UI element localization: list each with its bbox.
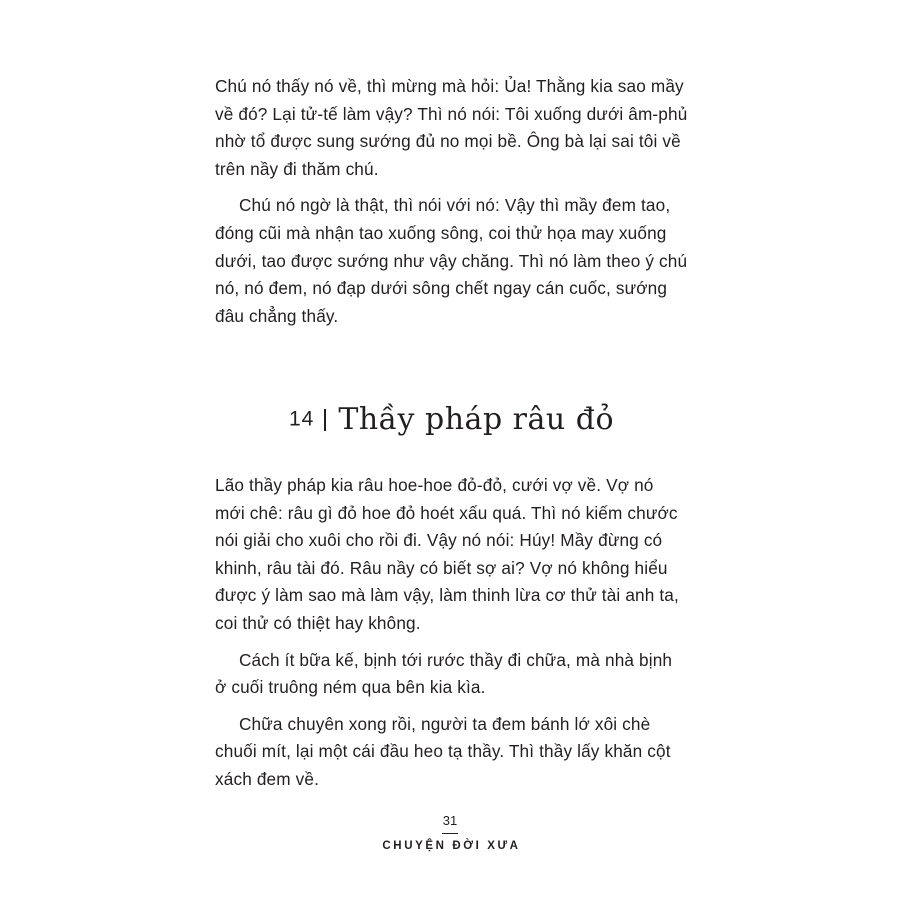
chapter-title: Thầy pháp râu đỏ (338, 402, 615, 437)
page-footer (0, 813, 900, 852)
paragraph: Chữa chuyên xong rồi, người ta đem bánh lớ xôi chè chuối mít, lại một cái đầu heo tạ thầy. Thì thầy lấy khăn cột xách đem về. (215, 713, 671, 789)
chapter-number: 14 (288, 407, 315, 431)
paragraph: Chú nó ngờ là thật, thì nói với nó: Vậy thì mầy đem tao, đóng cũi mà nhận tao xuống sông, coi thử họa may xuống dưới, tao được sướng như vậy chăng. Thì nó làm theo ý chú nó, nó đem, nó đạp dưới sông chết ngay cán cuốc, sướng đâu chẳng thấy. (215, 195, 688, 326)
running-footer-title: CHUYỆN ĐỜI XƯA (382, 840, 521, 852)
footer-divider (442, 833, 458, 834)
paragraph: Cách ít bữa kế, bịnh tới rước thầy đi chữa, mà nhà bịnh ở cuối truông ném qua bên kia kìa. (215, 649, 673, 698)
paragraph: Chú nó thấy nó về, thì mừng mà hỏi: Ủa! Thằng kia sao mầy về đó? Lại tử-tế làm vậy? Thì nó nói: Tôi xuống dưới âm-phủ nhờ tổ được sung sướng đủ no mọi bề. Ông bà lại sai tôi về trên nầy đi thăm chú. (215, 76, 688, 179)
chapter-heading (215, 402, 688, 437)
previous-story-ending (215, 73, 688, 339)
chapter-separator (324, 409, 326, 431)
paragraph: Lão thầy pháp kia râu hoe-hoe đỏ-đỏ, cưới vợ về. Vợ nó mới chê: râu gì đỏ hoe đỏ hoét xấu quá. Thì nó kiếm chước nói giải cho xuôi cho rồi đi. Vậy nó nói: Húy! Mầy đừng có khinh, râu tài đó. Râu nầy có biết sợ ai? Vợ nó không hiểu được ý làm sao mà làm vậy, làm thinh lừa cơ thử tài anh ta, coi thử có thiệt hay không. (215, 475, 679, 633)
chapter-body (215, 472, 688, 803)
page-number: 31 (442, 813, 458, 828)
